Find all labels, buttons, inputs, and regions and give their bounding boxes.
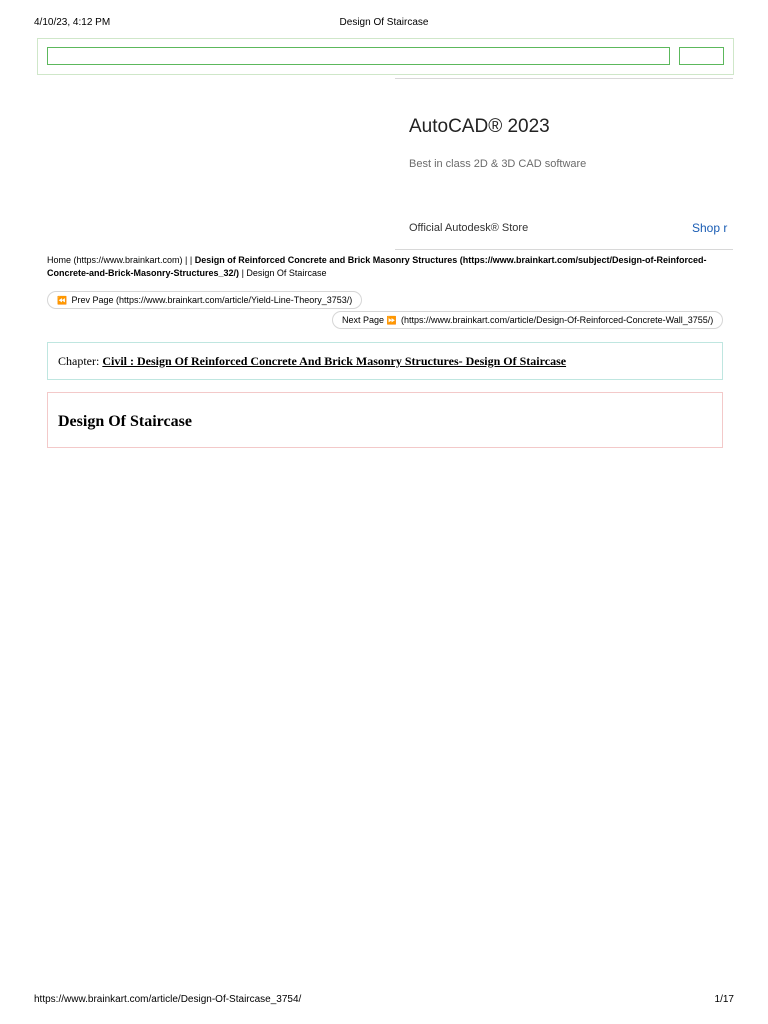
search-input[interactable] (47, 47, 670, 65)
print-datetime: 4/10/23, 4:12 PM (34, 17, 111, 28)
search-button[interactable] (679, 47, 724, 65)
fast-forward-icon: ⏩ (386, 316, 395, 325)
breadcrumb-subject-link[interactable]: Design of Reinforced Concrete and Brick Masonry Structures (https://www.brainkart.com/subject/Design-of-Reinforced-Concrete-and-Brick-Masonry-Structures_32/) (47, 255, 707, 278)
prev-page-label: Prev Page (https://www.brainkart.com/article/Yield-Line-Theory_3753/) (71, 295, 353, 305)
chapter-link[interactable]: Civil : Design Of Reinforced Concrete And Brick Masonry Structures- Design Of Staircase (102, 354, 567, 368)
chapter-box (47, 342, 723, 380)
chapter-label: Chapter: (58, 354, 100, 368)
advertisement-banner[interactable] (395, 78, 733, 250)
next-page-url: (https://www.brainkart.com/article/Design-Of-Reinforced-Concrete-Wall_3755/) (401, 315, 714, 325)
print-page-number: 1/17 (714, 994, 734, 1005)
ad-store-label: Official Autodesk® Store (409, 222, 529, 234)
print-header (34, 17, 734, 31)
article-heading-box (47, 392, 723, 448)
ad-subtitle: Best in class 2D & 3D CAD software (409, 158, 587, 170)
prev-page-button[interactable] (47, 291, 362, 309)
breadcrumb-home-link[interactable]: Home (https://www.brainkart.com) | | (47, 255, 193, 265)
ad-shop-link[interactable]: Shop r (692, 221, 728, 235)
article-heading: Design Of Staircase (58, 413, 192, 430)
print-title: Design Of Staircase (339, 17, 429, 28)
next-page-button[interactable] (332, 311, 723, 329)
next-page-label: Next Page (342, 315, 385, 325)
print-url: https://www.brainkart.com/article/Design-Of-Staircase_3754/ (34, 994, 302, 1005)
print-footer (34, 994, 734, 1008)
breadcrumb (47, 254, 727, 279)
rewind-icon: ⏪ (57, 296, 65, 305)
breadcrumb-current: | Design Of Staircase (241, 267, 327, 278)
search-bar (37, 38, 734, 75)
ad-title: AutoCAD® 2023 (409, 116, 550, 137)
